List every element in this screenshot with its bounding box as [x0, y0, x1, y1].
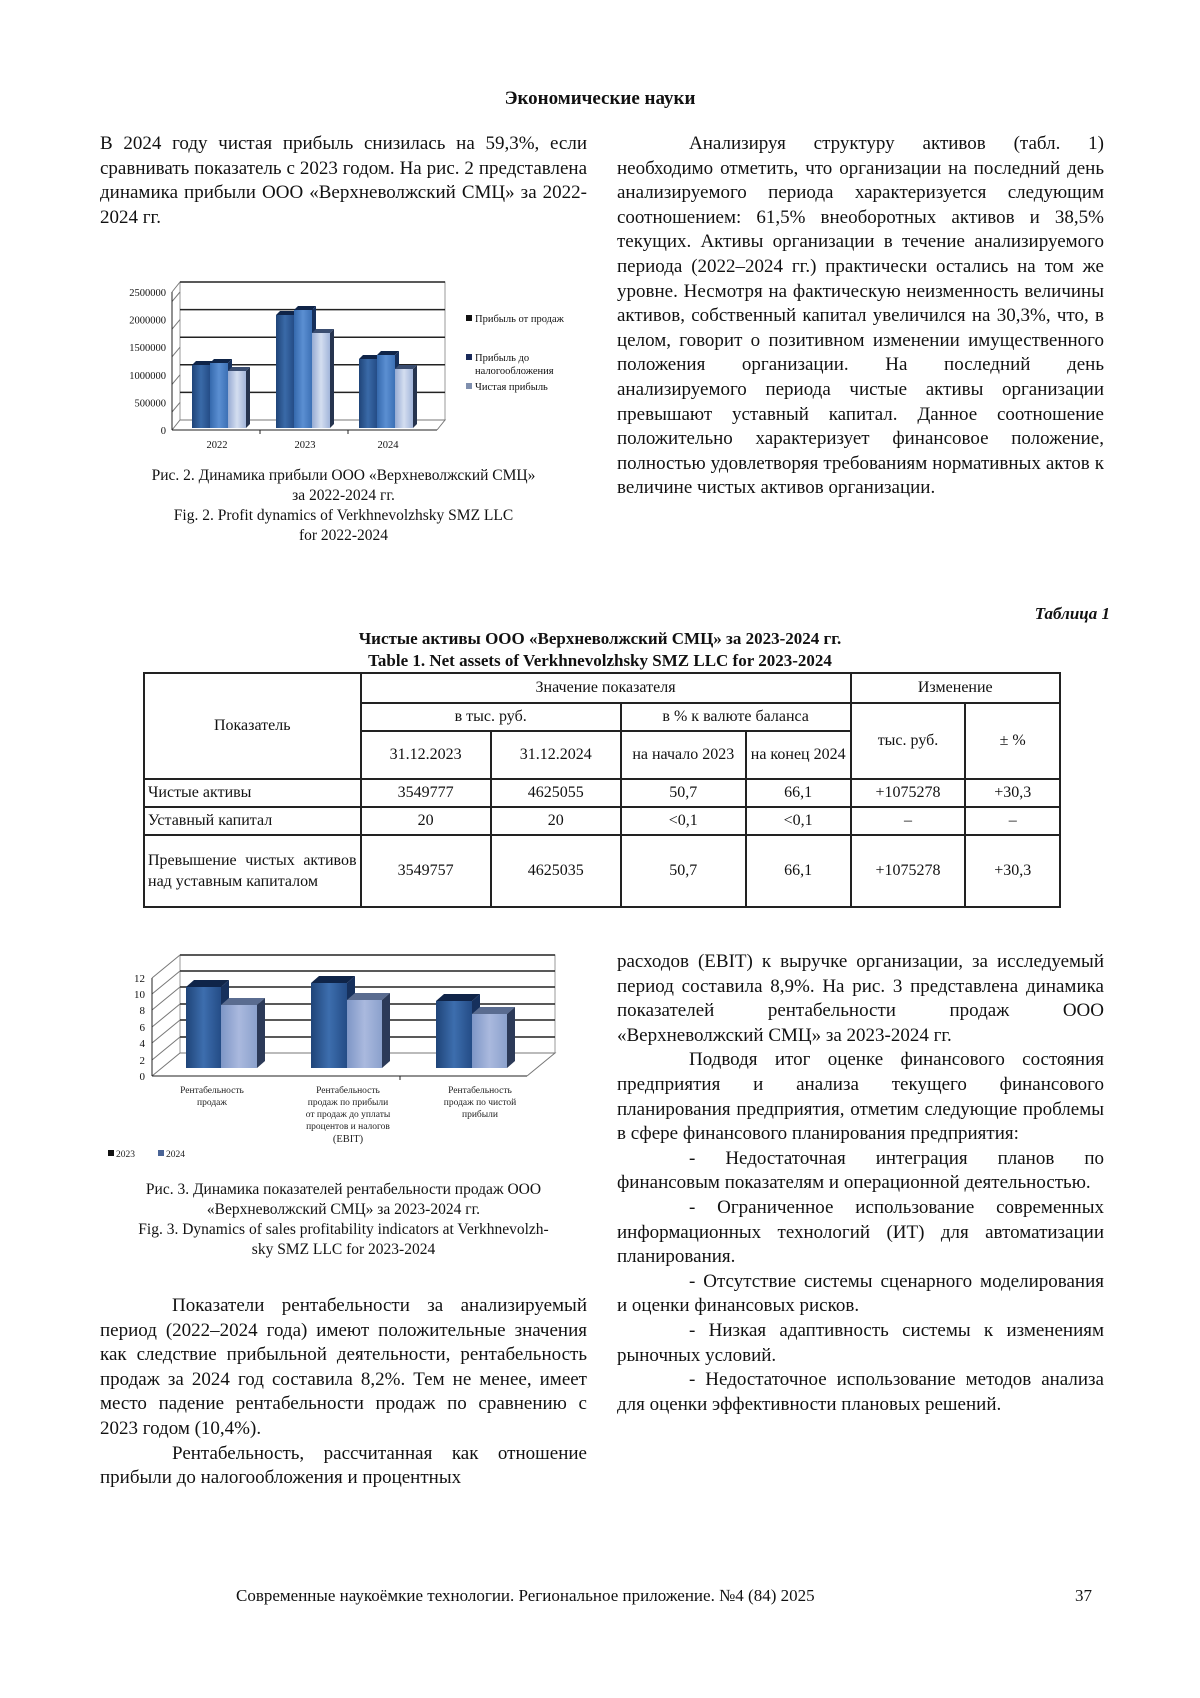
- left-column-top: [100, 132, 587, 230]
- svg-text:Прибыль до: Прибыль до: [475, 353, 530, 364]
- category-label: прибыли: [462, 1110, 498, 1120]
- right-column-bottom: [617, 950, 1104, 1417]
- table-row: Превышение чистых активов над уставным капиталом 3549757 4625035 50,7 66,1 +1075278 +30,3: [144, 835, 1060, 907]
- col-header-date-2024: 31.12.2024: [491, 731, 621, 779]
- y-tick: 12: [134, 973, 145, 985]
- table-row: Чистые активы 3549777 4625055 50,7 66,1 +1075278 +30,3: [144, 779, 1060, 807]
- svg-text:2023: 2023: [116, 1150, 135, 1160]
- col-header-thousand-rub: в тыс. руб.: [361, 703, 621, 731]
- table-label: Таблица 1: [1034, 604, 1110, 623]
- col-header-end-2024: на конец 2024: [746, 731, 851, 779]
- legend-swatch-icon: [466, 354, 472, 360]
- figure-3-caption: Рис. 3. Динамика показателей рентабельности продаж ООО «Верхневолжский СМЦ» за 2023-2024 гг. Fig. 3. Dynamics of sales profitability indicators at Verkhnevolzh- sky SMZ LLC for 2023-2024: [138, 1181, 549, 1258]
- y-tick: 0: [139, 1071, 145, 1083]
- right-column-top: [617, 132, 1104, 501]
- svg-text:2024: 2024: [166, 1150, 185, 1160]
- category-label: Рентабельность: [180, 1086, 244, 1096]
- journal-footer: Современные наукоёмкие технологии. Региональное приложение. №4 (84) 2025: [236, 1586, 815, 1605]
- y-tick: 1000000: [129, 370, 166, 382]
- col-header-pct-balance: в % к валюте баланса: [621, 703, 851, 731]
- y-tick: 1500000: [129, 343, 166, 355]
- y-tick: 8: [139, 1005, 145, 1017]
- legend-swatch-icon: [108, 1150, 114, 1156]
- category-label: продаж по прибыли: [307, 1098, 389, 1108]
- list-item: - Недостаточная интеграция планов по финансовым показателям и операционной деятельностью.: [617, 1147, 1104, 1194]
- legend-swatch-icon: [158, 1150, 164, 1156]
- net-assets-table: [143, 672, 1061, 908]
- col-header-change-pct: ± %: [965, 703, 1060, 779]
- table-title-ru: Чистые активы ООО «Верхневолжский СМЦ» за 2023-2024 гг.: [358, 629, 842, 648]
- y-tick: 10: [134, 989, 145, 1001]
- profitability-chart: [100, 950, 590, 1172]
- list-item: - Отсутствие системы сценарного моделирования и оценки финансовых рисков.: [617, 1270, 1104, 1317]
- legend-swatch-icon: [466, 315, 472, 321]
- y-tick: 4: [139, 1038, 145, 1050]
- chart-legend: [466, 314, 565, 393]
- y-tick: 500000: [134, 398, 166, 410]
- svg-text:Чистая прибыль: Чистая прибыль: [475, 382, 548, 393]
- list-item: - Недостаточное использование методов анализа для оценки эффективности плановых решений.: [617, 1369, 1104, 1415]
- y-tick: 2500000: [129, 288, 166, 299]
- y-tick: 2000000: [129, 315, 166, 327]
- col-header-value-group: Значение показателя: [361, 673, 851, 703]
- paragraph: расходов (EBIT) к выручке организации, за исследуемый период составила 8,9%. На рис. 3 представлена динамика показателей рентабельности продаж ООО «Верхневолжский СМЦ» за 2023-2024 гг.: [617, 951, 1104, 1046]
- y-tick: 2: [139, 1055, 145, 1067]
- x-tick: 2024: [377, 440, 399, 451]
- y-tick: 0: [160, 426, 166, 437]
- bar-group-2022: [192, 359, 250, 428]
- page-number: 37: [1075, 1586, 1092, 1605]
- paragraph: Анализируя структуру активов (табл. 1) необходимо отметить, что организации на последний день анализируемого периода характеризуется следующим соотношением: 61,5% внеоборотных активов и 38,5% текущих. Активы организации в течение анализируемого периода (2022–2024 гг.) практически остались на том же уровне. Несмотря на фактическую неизменность величины активов, собственный капитал увеличился на 30,3%, что, в целом, говорит о позитивном изменении имущественного положения организации. На последний день анализируемого периода чистые активы организации превышают уставный капитал. Данное соотношение положительно характеризует финансовое положение, полностью удовлетворяя требованиям нормативных актов к величине чистых активов организации.: [617, 133, 1104, 499]
- svg-text:налогообложения: налогообложения: [475, 366, 554, 377]
- left-column-bottom: [100, 1294, 587, 1491]
- svg-text:Прибыль от продаж: Прибыль от продаж: [475, 314, 564, 325]
- col-header-change-rub: тыс. руб.: [851, 703, 966, 779]
- paragraph: Подводя итог оценке финансового состояния предприятия и анализа текущего финансового планирования предприятия, отметим следующие проблемы в сфере финансового планирования предприятия:: [617, 1049, 1104, 1145]
- x-tick: 2023: [294, 440, 316, 451]
- category-label: Рентабельность: [448, 1086, 512, 1096]
- paragraph: В 2024 году чистая прибыль снизилась на 59,3%, если сравнивать показатель с 2023 годом. На рис. 2 представлена динамика прибыли ООО «Верхневолжский СМЦ» за 2022-2024 гг.: [100, 133, 587, 228]
- table-title-en: Table 1. Net assets of Verkhnevolzhsky SMZ LLC for 2023-2024: [368, 651, 832, 670]
- col-header-date-2023: 31.12.2023: [361, 731, 491, 779]
- paragraph: Показатели рентабельности за анализируемый период (2022–2024 года) имеют положительные значения как следствие прибыльной деятельности, рентабельность продаж за 2024 год составила 8,2%. Тем не менее, имеет место падение рентабельности продаж по сравнению с 2023 годом (10,4%).: [100, 1295, 587, 1439]
- category-label: от продаж до уплаты: [305, 1110, 391, 1120]
- col-header-change-group: Изменение: [851, 673, 1060, 703]
- category-label: продаж по чистой: [443, 1098, 517, 1108]
- table-row: Уставный капитал 20 20 <0,1 <0,1 – –: [144, 807, 1060, 835]
- category-label: (EBIT): [332, 1134, 364, 1145]
- chart-legend: [108, 1150, 185, 1160]
- category-label: Рентабельность: [316, 1086, 380, 1096]
- col-header-start-2023: на начало 2023: [621, 731, 746, 779]
- profit-dynamics-chart: [100, 270, 590, 460]
- category-label: процентов и налогов: [306, 1122, 390, 1132]
- figure-2-caption: Рис. 2. Динамика прибыли ООО «Верхневолжский СМЦ» за 2022-2024 гг. Fig. 2. Profit dynamics of Verkhnevolzhsky SMZ LLC for 2022-2024: [151, 467, 536, 544]
- legend-swatch-icon: [466, 383, 472, 389]
- section-heading: Экономические науки: [504, 88, 696, 109]
- paragraph: Рентабельность, рассчитанная как отношение прибыли до налогообложения и процентных: [100, 1442, 587, 1489]
- y-tick: 6: [139, 1022, 145, 1034]
- list-item: - Низкая адаптивность системы к изменениям рыночных условий.: [617, 1319, 1104, 1366]
- col-header-indicator: Показатель: [144, 673, 361, 779]
- x-tick: 2022: [206, 440, 228, 451]
- category-label: продаж: [197, 1098, 227, 1108]
- list-item: - Ограниченное использование современных информационных технологий (ИТ) для автоматизации планирования.: [617, 1196, 1104, 1268]
